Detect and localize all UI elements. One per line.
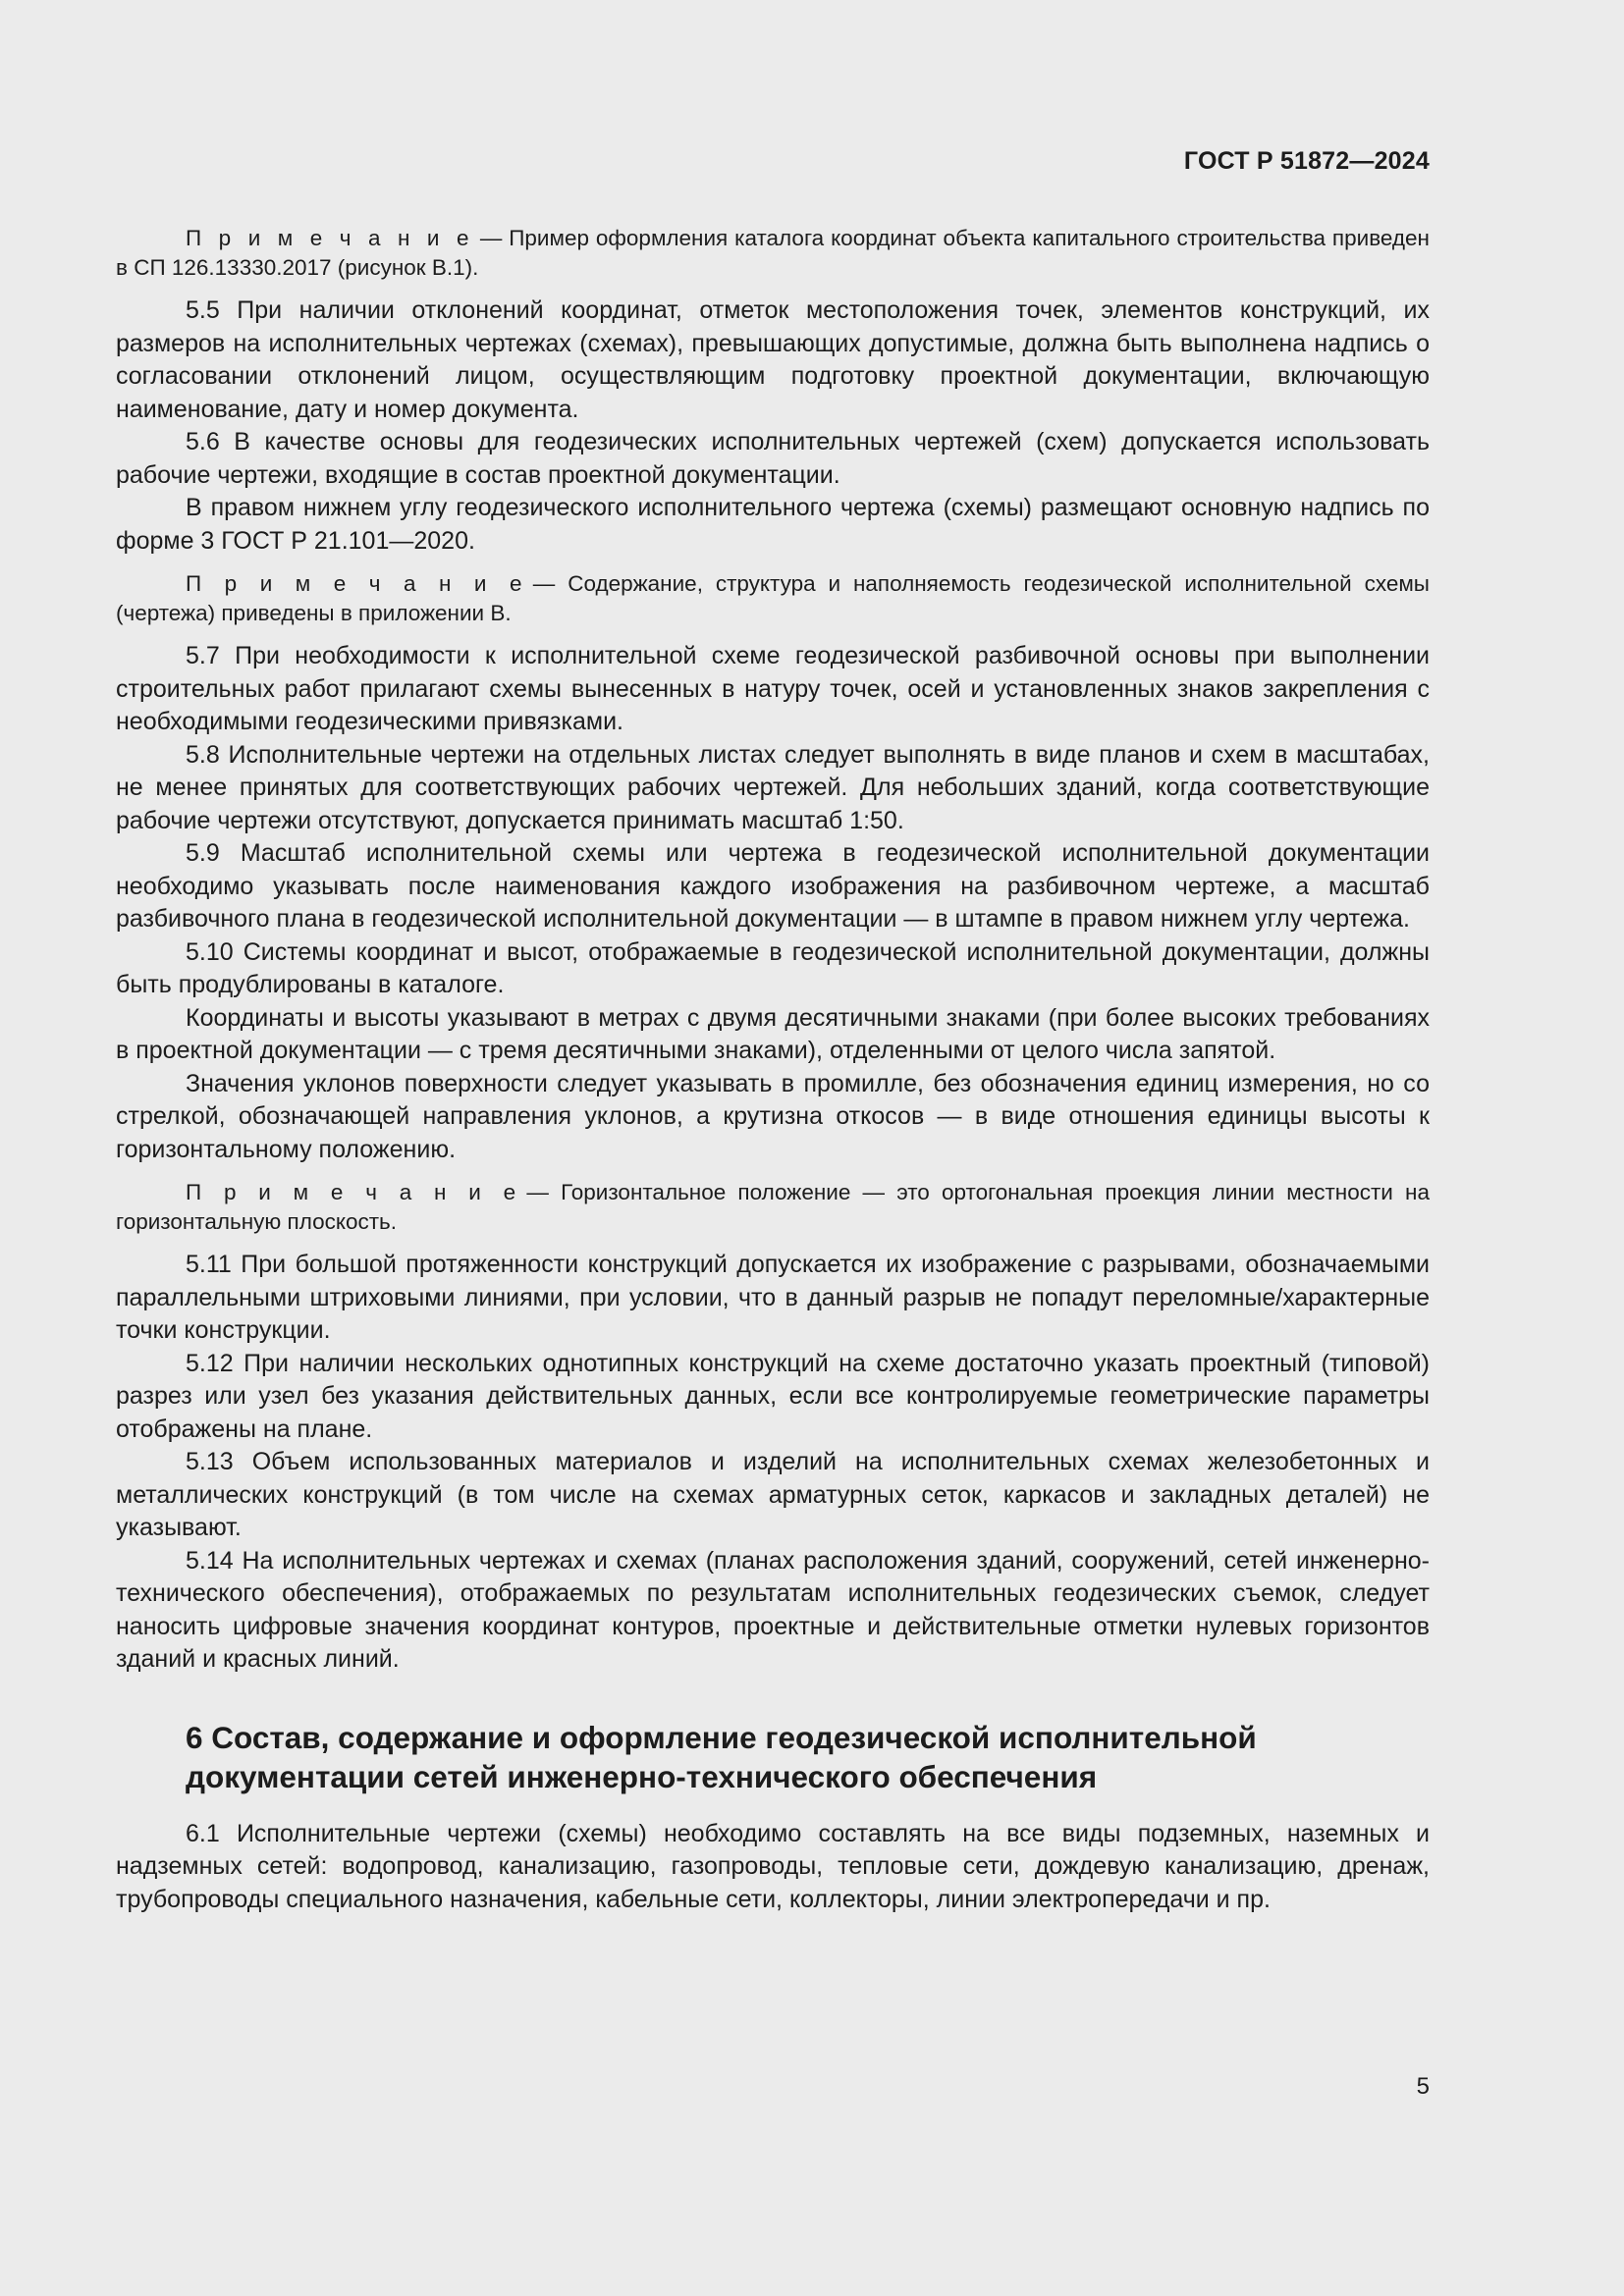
page-number: 5 [1416,2073,1430,2100]
note-label: П р и м е ч а н и е [186,571,527,596]
clause-5-6-continuation: В правом нижнем углу геодезического исполнительного чертежа (схемы) размещают основную надпись по форме 3 ГОСТ Р 21.101—2020. [116,494,1430,555]
clause-5-14: 5.14 На исполнительных чертежах и схемах (планах расположения зданий, сооружений, сетей инженерно-технического обеспечения), отображаемых по результатам исполнительных геодезических съемок, следует наносить цифровые значения координат контуров, проектные и действительные отметки нулевых горизонтов зданий и красных линий. [116,1546,1430,1673]
clause-5-7: 5.7 При необходимости к исполнительной схеме геодезической разбивочной основы при выполнении строительных работ прилагают схемы вынесенных в натуру точек, осей и установленных знаков закрепления с необходимыми геодезическими привязками. [116,642,1430,735]
note-paragraph [116,1178,1430,1237]
note-label: П р и м е ч а н и е [186,226,474,250]
clause-5-8: 5.8 Исполнительные чертежи на отдельных листах следует выполнять в виде планов и схем в масштабах, не менее принятых для соответствующих рабочих чертежей. Для небольших зданий, когда соответствующие рабочие чертежи отсутствуют, допускается принимать масштаб 1:50. [116,740,1430,834]
clause-5-10: 5.10 Системы координат и высот, отображаемые в геодезической исполнительной документации, должны быть продублированы в каталоге. [116,937,1430,998]
clause-5-12: 5.12 При наличии нескольких однотипных конструкций на схеме достаточно указать проектный (типовой) разрез или узел без указания действительных данных, если все контролируемые геометрические параметры отображены на плане. [116,1349,1430,1443]
document-code-header: ГОСТ Р 51872—2024 [1183,147,1430,175]
clause-5-9: 5.9 Масштаб исполнительной схемы или чертежа в геодезической исполнительной документации необходимо указывать после наименования каждого изображения на разбивочном чертеже, а масштаб разбивочного плана в геодезической исполнительной документации — в штампе в правом нижнем углу чертежа. [116,839,1430,933]
clause-5-6: 5.6 В качестве основы для геодезических исполнительных чертежей (схем) допускается использовать рабочие чертежи, входящие в состав проектной документации. [116,428,1430,489]
clause-5-11: 5.11 При большой протяженности конструкций допускается их изображение с разрывами, обозначаемыми параллельными штриховыми линиями, при условии, что в данный разрыв не попадут переломные/характерные точки конструкции. [116,1251,1430,1344]
note-text: — Содержание, структура и наполняемость геодезической исполнительной схемы (чертежа) приведены в приложении В. [116,571,1430,625]
clause-5-10-coordinates: Координаты и высоты указывают в метрах с двумя десятичными знаками (при более высоких требованиях в проектной документации — с тремя десятичными знаками), отделенными от целого числа запятой. [116,1003,1430,1064]
note-text: — Пример оформления каталога координат объекта капитального строительства приведен в СП 126.13330.2017 (рисунок В.1). [116,226,1430,280]
note-label: П р и м е ч а н и е [186,1180,521,1204]
note-paragraph [116,224,1430,283]
note-paragraph [116,569,1430,628]
section-6-heading: 6 Состав, содержание и оформление геодезической исполнительной документации сетей инженерно-технического обеспечения [186,1719,1257,1794]
clause-6-1: 6.1 Исполнительные чертежи (схемы) необходимо составлять на все виды подземных, наземных и надземных сетей: водопровод, канализацию, газопроводы, тепловые сети, дождевую канализацию, дренаж, трубопроводы специального назначения, кабельные сети, коллекторы, линии электропередачи и пр. [116,1819,1430,1913]
clause-5-10-slopes: Значения уклонов поверхности следует указывать в промилле, без обозначения единиц измерения, но со стрелкой, обозначающей направления уклонов, а крутизна откосов — в виде отношения единицы высоты к горизонтальному положению. [116,1069,1430,1163]
clause-5-5: 5.5 При наличии отклонений координат, отметок местоположения точек, элементов конструкций, их размеров на исполнительных чертежах (схемах), превышающих допустимые, должна быть выполнена надпись о согласовании отклонений лицом, осуществляющим подготовку проектной документации, включающую наименование, дату и номер документа. [116,296,1430,423]
note-text: — Горизонтальное положение — это ортогональная проекция линии местности на горизонтальную плоскость. [116,1180,1430,1234]
page-content [116,224,1430,1916]
clause-5-13: 5.13 Объем использованных материалов и изделий на исполнительных схемах железобетонных и металлических конструкций (в том числе на схемах арматурных сеток, каркасов и закладных деталей) не указывают. [116,1448,1430,1541]
